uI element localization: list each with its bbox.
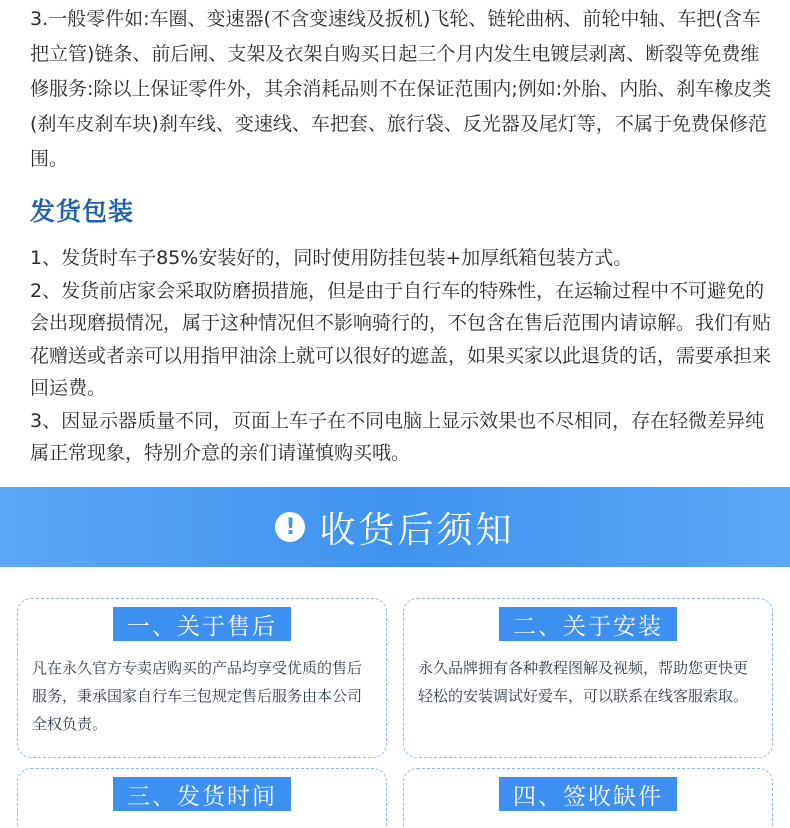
shipping-title: 发货包装	[30, 197, 135, 226]
card-installation	[403, 598, 773, 758]
card-after-sales	[17, 598, 387, 758]
shipping-item-1: 1、发货时车子85%安装好的，同时使用防挂包装+加厚纸箱包装方式。	[30, 247, 633, 269]
card-body-installation: 永久品牌拥有各种教程图解及视频，帮助您更快更轻松的安装调试好爱车，可以联系在线客服索取。	[418, 659, 749, 705]
card-header-missing-parts: 四、签收缺件	[499, 777, 677, 811]
warranty-paragraph: 3.一般零件如:车圈、变速器(不含变速线及扳机)飞轮、链轮曲柄、前轮中轴、车把(含车把立管)链条、前后闸、支架及衣架自购买日起三个月内发生电镀层剥离、断裂等免费维修服务:除以上保证零件外，其余消耗品则不在保证范围内;例如:外胎、内胎、刹车橡皮类(刹车皮刹车块)刹车线、变速线、车把套、旅行袋、反光器及尾灯等，不属于免费保修范围。	[30, 8, 772, 170]
card-header-installation: 二、关于安装	[499, 607, 677, 641]
shipping-item-2: 2、发货前店家会采取防磨损措施，但是由于自行车的特殊性，在运输过程中不可避免的会出现磨损情况，属于这种情况但不影响骑行的，不包含在售后范围内请谅解。我们有贴花赠送或者亲可以用指甲油涂上就可以很好的遮盖，如果买家以此退货的话，需要承担来回运费。	[30, 279, 772, 399]
card-shipping-time	[17, 768, 387, 828]
card-missing-parts	[403, 768, 773, 828]
shipping-item-3: 3、因显示器质量不同，页面上车子在不同电脑上显示效果也不尽相同，存在轻微差异纯属正常现象，特别介意的亲们请谨慎购买哦。	[30, 409, 765, 464]
shipping-list	[30, 242, 775, 470]
card-header-shipping-time: 三、发货时间	[113, 777, 291, 811]
card-body-after-sales: 凡在永久官方专卖店购买的产品均享受优质的售后服务，秉承国家自行车三包规定售后服务由本公司全权负责。	[32, 659, 363, 733]
card-header-after-sales: 一、关于售后	[113, 607, 291, 641]
notice-banner-title: 收货后须知	[319, 509, 515, 551]
exclamation-icon: !	[275, 512, 305, 542]
notice-banner	[0, 487, 790, 567]
